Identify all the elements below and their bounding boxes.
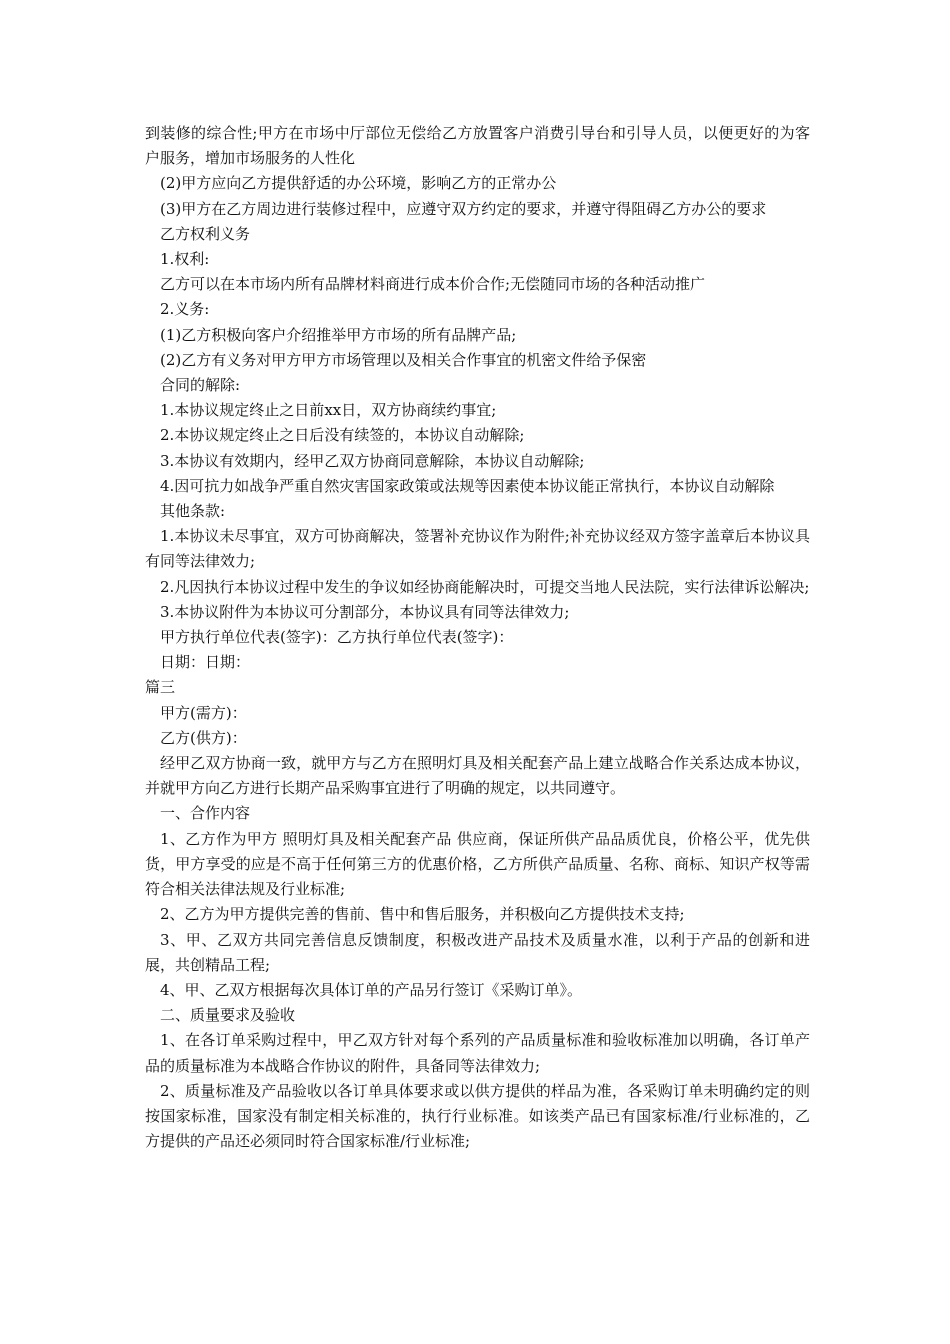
paragraph: 4、甲、乙双方根据每次具体订单的产品另行签订《采购订单》。 <box>160 980 583 999</box>
section-heading: 一、合作内容 <box>160 804 251 823</box>
paragraph: 2.义务: <box>160 300 210 319</box>
paragraph: 经甲乙双方协商一致，就甲方与乙方在照明灯具及相关配套产品上建立战略合作关系达成本协议，并就甲方向乙方进行长期产品采购事宜进行了明确的规定，以共同遵守。 <box>145 754 810 798</box>
paragraph: (2)乙方有义务对甲方甲方市场管理以及相关合作事宜的机密文件给予保密 <box>160 350 647 369</box>
section-heading: 其他条款: <box>160 502 226 521</box>
paragraph: 1.本协议未尽事宜，双方可协商解决，签署补充协议作为附件;补充协议经双方签字盖章后本协议具有同等法律效力; <box>145 527 810 571</box>
document-body <box>145 121 810 1154</box>
paragraph: 1.本协议规定终止之日前xx日，双方协商续约事宜; <box>160 401 497 420</box>
section-heading: 乙方权利义务 <box>160 224 251 243</box>
paragraph: 1、在各订单采购过程中，甲乙双方针对每个系列的产品质量标准和验收标准加以明确，各订单产品的质量标准为本战略合作协议的附件，具备同等法律效力; <box>145 1031 810 1075</box>
paragraph: 3.本协议附件为本协议可分割部分，本协议具有同等法律效力; <box>160 602 570 621</box>
paragraph: 4.因可抗力如战争严重自然灾害国家政策或法规等因素使本协议能正常执行，本协议自动解除 <box>160 476 775 495</box>
party-line: 甲方(需方)： <box>160 703 247 722</box>
paragraph: 2、质量标准及产品验收以各订单具体要求或以供方提供的样品为准，各采购订单未明确约定的则按国家标准，国家没有制定相关标准的，执行行业标准。如该类产品已有国家标准/行业标准的，乙方提供的产品还必须同时符合国家标准/行业标准; <box>145 1081 810 1151</box>
signature-line: 甲方执行单位代表(签字)：乙方执行单位代表(签字)： <box>160 628 514 647</box>
party-line: 乙方(供方)： <box>160 728 247 747</box>
date-line: 日期：日期： <box>160 653 251 672</box>
paragraph: 1、乙方作为甲方 照明灯具及相关配套产品 供应商，保证所供产品品质优良，价格公平，优先供货，甲方享受的应是不高于任何第三方的优惠价格，乙方所供产品质量、名称、商标、知识产权等需符合相关法律法规及行业标准; <box>145 829 810 899</box>
paragraph: (3)甲方在乙方周边进行装修过程中，应遵守双方约定的要求，并遵守得阻碍乙方办公的要求 <box>160 199 767 218</box>
paragraph: 1.权利: <box>160 250 210 269</box>
paragraph: (1)乙方积极向客户介绍推举甲方市场的所有品牌产品; <box>160 325 517 344</box>
paragraph: 2.凡因执行本协议过程中发生的争议如经协商能解决时，可提交当地人民法院，实行法律诉讼解决; <box>160 577 810 596</box>
paragraph: 乙方可以在本市场内所有品牌材料商进行成本价合作;无偿随同市场的各种活动推广 <box>160 275 706 294</box>
paragraph: 2.本协议规定终止之日后没有续签的，本协议自动解除; <box>160 426 525 445</box>
paragraph: 2、乙方为甲方提供完善的售前、售中和售后服务，并积极向乙方提供技术支持; <box>160 905 685 924</box>
paragraph: (2)甲方应向乙方提供舒适的办公环境，影响乙方的正常办公 <box>160 174 557 193</box>
part-heading: 篇三 <box>145 678 176 697</box>
section-heading: 合同的解除: <box>160 376 241 395</box>
section-heading: 二、质量要求及验收 <box>160 1006 296 1025</box>
paragraph: 到装修的综合性;甲方在市场中厅部位无偿给乙方放置客户消费引导台和引导人员，以便更好的为客户服务，增加市场服务的人性化 <box>145 124 810 168</box>
paragraph: 3.本协议有效期内，经甲乙双方协商同意解除，本协议自动解除; <box>160 451 585 470</box>
paragraph: 3、甲、乙双方共同完善信息反馈制度，积极改进产品技术及质量水准，以利于产品的创新和进展，共创精品工程; <box>145 930 810 974</box>
